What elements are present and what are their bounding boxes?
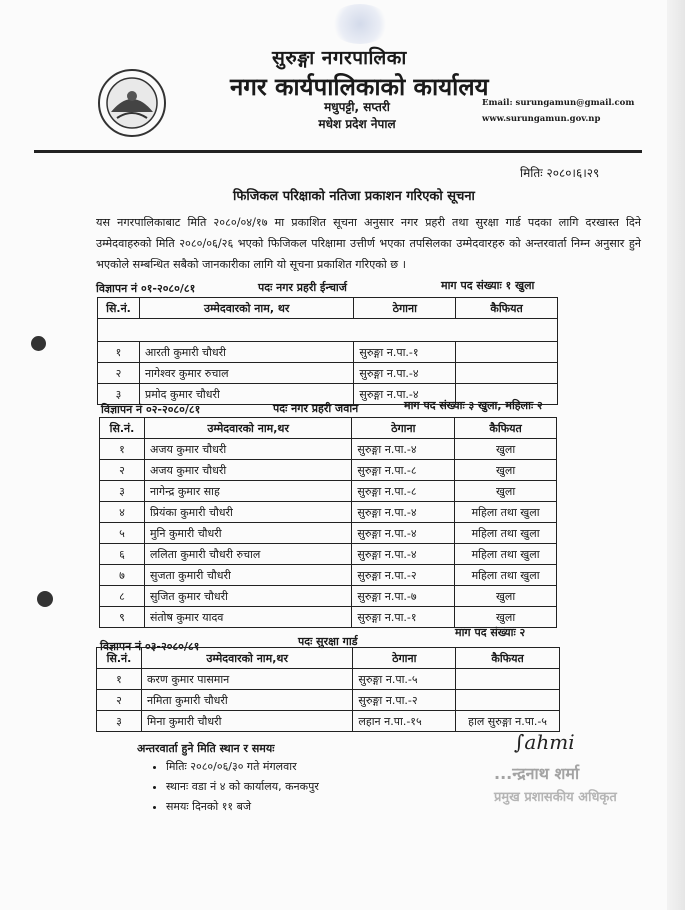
cell-serial: ३: [97, 711, 142, 732]
page-edge: [667, 0, 685, 910]
cell-serial: १: [97, 669, 142, 690]
cell-remarks: खुला: [455, 439, 557, 460]
notice-body: यस नगरपालिकाबाट मिति २०८०/०४/१७ मा प्रकाशित सूचना अनुसार नगर प्रहरी तथा सुरक्षा गार्ड पदका लागि दरखास्त दिने उम्मेदवाहरुको मिति २०८०/०६/२६ भएको फिजिकल परिक्षामा उत्तीर्ण भएका तपसिलका उम्मेदवारहरु को अन्तरवार्ता निम्न अनुसार हुने भएकोले सम्बन्धित सबैको जानकारीका लागि यो सूचना प्रकाशित गरिएको छ ।: [96, 216, 641, 271]
table-row: [100, 439, 557, 460]
cell-name: संतोष कुमार यादव: [144, 607, 351, 628]
table-row: [100, 565, 557, 586]
cell-remarks: महिला तथा खुला: [455, 544, 557, 565]
table-row: [100, 502, 557, 523]
demand-3: माग पद संख्याः २: [455, 626, 526, 639]
table-spacer-row: [98, 319, 558, 342]
cell-serial: १: [100, 439, 145, 460]
cell-remarks: [456, 342, 558, 363]
cell-address: सुरुङ्गा न.पा.-५: [353, 669, 456, 690]
cell-name: अजय कुमार चौधरी: [144, 460, 351, 481]
cell-serial: ५: [100, 523, 145, 544]
post-2: पदः नगर प्रहरी जवान: [273, 402, 359, 415]
office-name: सुरुङ्गा नगरपालिका: [272, 47, 407, 69]
cell-serial: २: [98, 363, 140, 384]
cell-serial: ८: [100, 586, 145, 607]
cell-remarks: खुला: [455, 481, 557, 502]
cell-remarks: महिला तथा खुला: [455, 502, 557, 523]
cell-address: सुरुङ्गा न.पा.-८: [352, 481, 455, 502]
col-serial-header: सि.नं.: [100, 418, 145, 439]
punch-hole: [31, 336, 46, 351]
cell-remarks: हाल सुरुङ्गा न.पा.-५: [456, 711, 560, 732]
cell-name: मुनि कुमारी चौधरी: [144, 523, 351, 544]
cell-address: सुरुङ्गा न.पा.-२: [353, 690, 456, 711]
punch-hole: [37, 591, 53, 607]
cell-address: सुरुङ्गा न.पा.-४: [354, 363, 456, 384]
cell-address: सुरुङ्गा न.पा.-४: [352, 544, 455, 565]
col-name-header: उम्मेदवारको नाम,थर: [144, 418, 351, 439]
cell-serial: ९: [100, 607, 145, 628]
col-address-header: ठेगाना: [353, 648, 456, 669]
cell-remarks: खुला: [455, 607, 557, 628]
cell-serial: २: [100, 460, 145, 481]
table-row: [100, 544, 557, 565]
col-remarks-header: कैफियत: [456, 648, 560, 669]
cell-address: सुरुङ्गा न.पा.-४: [352, 502, 455, 523]
ad-number-1: विज्ञापन नं ०१-२०८०/८१: [96, 282, 196, 295]
table-header-row: [100, 418, 557, 439]
result-table-2: [99, 417, 557, 628]
col-serial-header: सि.नं.: [98, 298, 140, 319]
cell-address: सुरुङ्गा न.पा.-२: [352, 565, 455, 586]
notice-title: फिजिकल परिक्षाको नतिजा प्रकाशन गरिएको सूचना: [233, 189, 475, 204]
municipality-logo-icon: [97, 68, 167, 138]
cell-address: सुरुङ्गा न.पा.-४: [354, 384, 456, 405]
col-address-header: ठेगाना: [354, 298, 456, 319]
cell-address: सुरुङ्गा न.पा.-४: [352, 523, 455, 544]
emblem-watermark: [330, 4, 390, 44]
table-header-row: [98, 298, 558, 319]
cell-remarks: खुला: [455, 460, 557, 481]
col-serial-header: सि.नं.: [97, 648, 142, 669]
ad-number-3: विज्ञापन नं ०३-२०८०/८१: [100, 640, 200, 653]
table-row: [97, 711, 560, 732]
cell-remarks: महिला तथा खुला: [455, 565, 557, 586]
cell-remarks: [456, 690, 560, 711]
website-text: www.surungamun.gov.np: [482, 114, 601, 124]
col-remarks-header: कैफियत: [455, 418, 557, 439]
cell-remarks: महिला तथा खुला: [455, 523, 557, 544]
cell-remarks: [456, 363, 558, 384]
cell-address: सुरुङ्गा न.पा.-७: [352, 586, 455, 607]
interview-place: • स्थानः वडा नं ४ को कार्यालय, कनकपुर: [166, 777, 319, 797]
table-row: [97, 669, 560, 690]
signatory-role: प्रमुख प्रशासकीय अधिकृत: [494, 790, 617, 805]
cell-name: नागेन्द्र कुमार साह: [144, 481, 351, 502]
col-address-header: ठेगाना: [352, 418, 455, 439]
col-name-header: उम्मेदवारको नाम, थर: [139, 298, 353, 319]
cell-remarks: खुला: [455, 586, 557, 607]
cell-remarks: [456, 669, 560, 690]
cell-name: सुजित कुमार चौधरी: [144, 586, 351, 607]
cell-name: मिना कुमारी चौधरी: [141, 711, 352, 732]
cell-serial: ४: [100, 502, 145, 523]
table-row: [98, 342, 558, 363]
cell-serial: ६: [100, 544, 145, 565]
office-location: [312, 99, 402, 133]
cell-name: प्रमोद कुमार चौधरी: [139, 384, 353, 405]
table-row: [100, 481, 557, 502]
cell-name: सुजता कुमारी चौधरी: [144, 565, 351, 586]
cell-address: सुरुङ्गा न.पा.-४: [352, 439, 455, 460]
cell-serial: ३: [98, 384, 140, 405]
office-title: नगर कार्यपालिकाको कार्यालय: [230, 73, 489, 101]
cell-serial: ७: [100, 565, 145, 586]
email-text: Email: surungamun@gmail.com: [482, 98, 635, 108]
demand-1: माग पद संख्याः १ खुला: [441, 279, 535, 292]
cell-address: सुरुङ्गा न.पा.-१: [352, 607, 455, 628]
interview-details: [152, 757, 319, 817]
cell-serial: २: [97, 690, 142, 711]
cell-name: नागेश्वर कुमार रुचाल: [139, 363, 353, 384]
table-row: [100, 523, 557, 544]
cell-address: सुरुङ्गा न.पा.-१: [354, 342, 456, 363]
result-table-1: [97, 297, 558, 405]
location-line-1: मधुपट्टी, सप्तरी: [324, 100, 390, 114]
contact-block: [482, 95, 634, 127]
cell-address: सुरुङ्गा न.पा.-८: [352, 460, 455, 481]
result-table-3: [96, 647, 560, 732]
notice-date: मितिः २०८०।६।२९: [520, 166, 600, 180]
demand-2: माग पद संख्याः ३ खुला, महिलाः २: [404, 399, 543, 412]
post-1: पदः नगर प्रहरी ईन्चार्ज: [258, 281, 347, 294]
cell-name: अजय कुमार चौधरी: [144, 439, 351, 460]
table-row: [98, 363, 558, 384]
interview-time: • समयः दिनको ११ बजे: [166, 797, 319, 817]
post-3: पदः सुरक्षा गार्ड: [298, 635, 358, 648]
interview-date: • मितिः २०८०/०६/३० गते मंगलवार: [166, 757, 319, 777]
cell-serial: १: [98, 342, 140, 363]
table-header-row: [97, 648, 560, 669]
interview-title: अन्तरवार्ता हुने मिति स्थान र समयः: [137, 742, 275, 755]
signatory-name: ...न्द्रनाथ शर्मा: [494, 764, 580, 783]
cell-name: प्रियंका कुमारी चौधरी: [144, 502, 351, 523]
table-row: [100, 586, 557, 607]
ad-number-2: विज्ञापन नं ०२-२०८०/८१: [101, 403, 201, 416]
cell-name: नमिता कुमारी चौधरी: [141, 690, 352, 711]
table-row: [100, 460, 557, 481]
cell-name: ललिता कुमारी चौधरी रुचाल: [144, 544, 351, 565]
table-row: [97, 690, 560, 711]
cell-name: आरती कुमारी चौधरी: [139, 342, 353, 363]
location-line-2: मधेश प्रदेश नेपाल: [318, 117, 396, 131]
cell-name: करण कुमार पासमान: [141, 669, 352, 690]
col-name-header: उम्मेदवारको नाम,थर: [141, 648, 352, 669]
cell-address: लहान न.पा.-१५: [353, 711, 456, 732]
header-divider: [34, 150, 642, 153]
cell-serial: ३: [100, 481, 145, 502]
signature-scribble: ∫ahmi: [514, 730, 575, 754]
col-remarks-header: कैफियत: [456, 298, 558, 319]
